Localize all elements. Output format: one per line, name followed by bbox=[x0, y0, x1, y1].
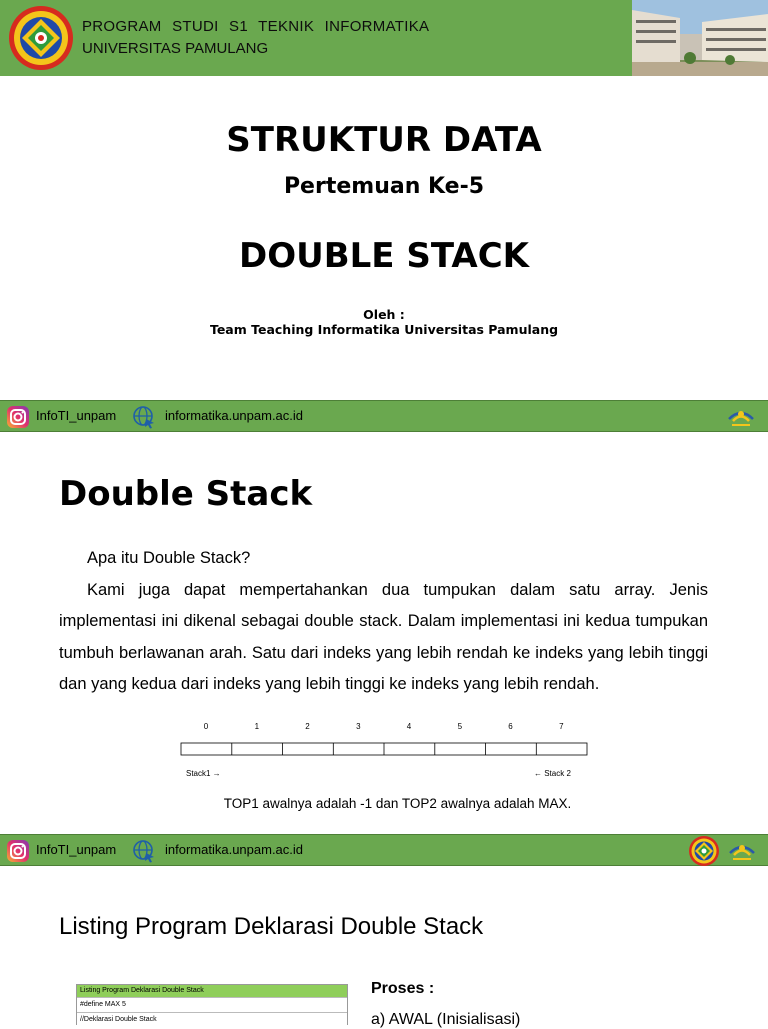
index-label: 2 bbox=[305, 722, 310, 731]
header-text bbox=[82, 16, 429, 60]
index-label: 5 bbox=[457, 722, 463, 731]
meeting-subtitle: Pertemuan Ke-5 bbox=[283, 174, 485, 199]
campus-photo bbox=[632, 0, 768, 76]
code-line: #define MAX 5 bbox=[77, 997, 347, 1012]
index-label: 4 bbox=[406, 722, 412, 731]
author-label: Oleh : bbox=[363, 307, 405, 322]
slide-title: Listing Program Deklarasi Double Stack bbox=[59, 913, 484, 940]
index-labels bbox=[204, 722, 564, 731]
website-link[interactable]: informatika.unpam.ac.id bbox=[165, 842, 304, 857]
unpam-logo-icon bbox=[8, 5, 74, 71]
program-name: PROGRAM STUDI S1 TEKNIK INFORMATIKA bbox=[82, 18, 430, 35]
globe-icon bbox=[132, 839, 156, 863]
slide-footer bbox=[0, 400, 768, 432]
index-label: 7 bbox=[559, 722, 564, 731]
author-block bbox=[0, 307, 768, 337]
slide-title: Double Stack bbox=[59, 474, 313, 514]
unpam-logo-icon bbox=[727, 837, 757, 863]
title-slide bbox=[0, 0, 768, 395]
globe-icon bbox=[132, 405, 156, 429]
array-cells bbox=[232, 743, 537, 755]
slide-footer bbox=[0, 834, 768, 866]
index-label: 3 bbox=[356, 722, 361, 731]
instagram-icon bbox=[6, 405, 30, 429]
instagram-handle[interactable]: InfoTI_unpam bbox=[36, 842, 117, 857]
stack2-label: ← Stack 2 bbox=[534, 769, 571, 778]
proses-heading: Proses : bbox=[371, 980, 435, 997]
unpam-seal-icon bbox=[688, 835, 720, 867]
listing-header: Listing Program Deklarasi Double Stack bbox=[77, 985, 347, 997]
instagram-handle[interactable]: InfoTI_unpam bbox=[36, 408, 117, 423]
question-text: Apa itu Double Stack? bbox=[87, 549, 251, 567]
course-title: STRUKTUR DATA bbox=[226, 120, 542, 160]
paragraph-text: Kami juga dapat mempertahankan dua tumpukan dalam satu array. Jenis implementasi ini dikenal sebagai double stack. Dalam implementasi ini kedua tumpukan tumbuh berlawanan arah. Satu dari indeks yang lebih rendah ke indeks yang lebih tinggi dan yang kedua dari indeks yang lebih tinggi ke indeks yang lebih rendah. bbox=[59, 580, 708, 693]
topic-title: DOUBLE STACK bbox=[238, 236, 530, 276]
double-stack-diagram bbox=[178, 718, 590, 782]
instagram-icon bbox=[6, 839, 30, 863]
author-name: Team Teaching Informatika Universitas Pamulang bbox=[209, 322, 559, 337]
website-link[interactable]: informatika.unpam.ac.id bbox=[165, 408, 304, 423]
university-name: UNIVERSITAS PAMULANG bbox=[82, 40, 269, 57]
index-label: 0 bbox=[203, 722, 209, 731]
code-line: //Deklarasi Double Stack bbox=[77, 1012, 347, 1025]
stack1-label: Stack1 → bbox=[186, 769, 221, 778]
diagram-caption: TOP1 awalnya adalah -1 dan TOP2 awalnya adalah MAX. bbox=[223, 796, 572, 811]
slide-header bbox=[0, 0, 768, 76]
step-awal: a) AWAL (Inisialisasi) bbox=[371, 1011, 521, 1028]
code-listing bbox=[76, 984, 348, 1025]
index-label: 1 bbox=[254, 722, 260, 731]
index-label: 6 bbox=[508, 722, 513, 731]
unpam-logo-icon bbox=[726, 403, 756, 429]
explanation bbox=[59, 543, 708, 701]
